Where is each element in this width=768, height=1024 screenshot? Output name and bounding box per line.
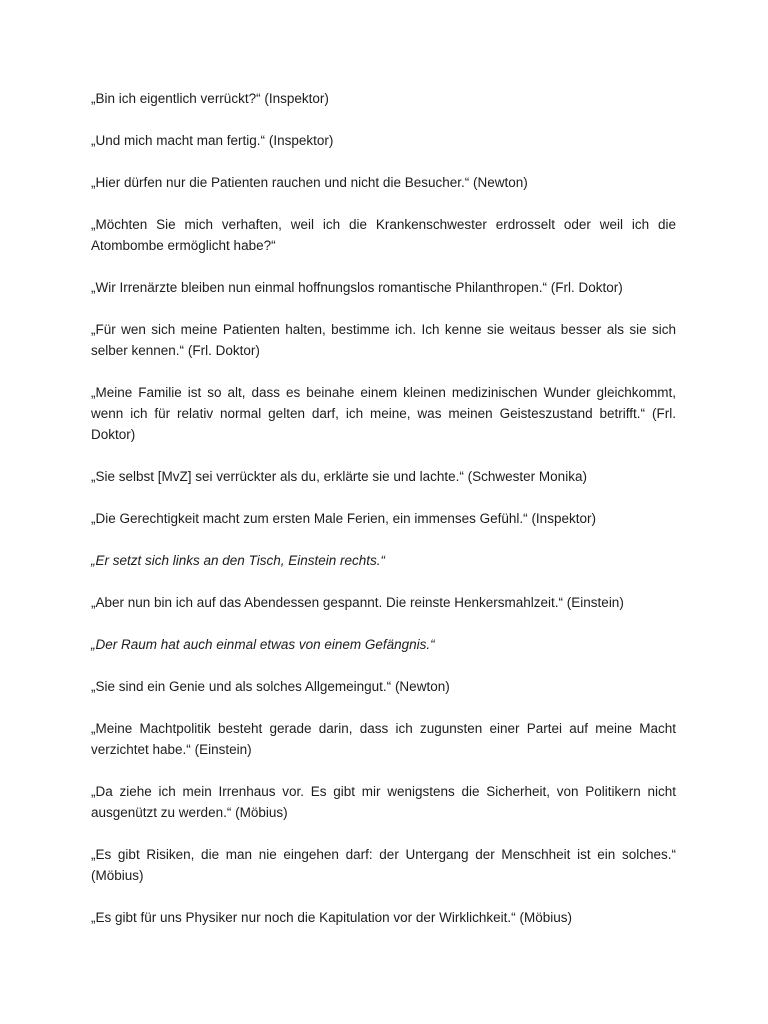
quote-text: „Aber nun bin ich auf das Abendessen gespannt. Die reinste Henkersmahlzeit.“ <box>91 595 564 610</box>
quote-text: „Hier dürfen nur die Patienten rauchen und nicht die Besucher.“ <box>91 175 470 190</box>
quote-paragraph <box>91 466 676 487</box>
quote-speaker: (Inspektor) <box>268 133 334 148</box>
quote-paragraph <box>91 214 676 256</box>
quote-speaker: (Frl. Doktor) <box>187 343 260 358</box>
quote-text: „Und mich macht man fertig.“ <box>91 133 266 148</box>
quote-text: „Der Raum hat auch einmal etwas von einem Gefängnis.“ <box>91 637 435 652</box>
quote-paragraph <box>91 676 676 697</box>
stage-direction <box>91 550 676 571</box>
quote-speaker: (Inspektor) <box>531 511 596 526</box>
quote-paragraph <box>91 844 676 886</box>
quote-text: „Sie sind ein Genie und als solches Allgemeingut.“ <box>91 679 392 694</box>
quote-paragraph <box>91 172 676 193</box>
quote-text: „Bin ich eigentlich verrückt?“ <box>91 91 261 106</box>
quote-paragraph <box>91 319 676 361</box>
quote-text: „Meine Familie ist so alt, dass es beinahe einem kleinen medizinischen Wunder gleichkommt, wenn ich für relativ normal gelten darf, ich meine, was meinen Geisteszustand betrifft.“ <box>91 385 676 421</box>
quote-text: „Es gibt für uns Physiker nur noch die Kapitulation vor der Wirklichkeit.“ <box>91 910 516 925</box>
quote-paragraph <box>91 88 676 109</box>
quote-paragraph <box>91 508 676 529</box>
quote-text: „Die Gerechtigkeit macht zum ersten Male Ferien, ein immenses Gefühl.“ <box>91 511 528 526</box>
quote-speaker: (Newton) <box>473 175 528 190</box>
quote-speaker: (Newton) <box>394 679 450 694</box>
quote-paragraph <box>91 592 676 613</box>
stage-direction <box>91 634 676 655</box>
quote-speaker: (Frl. Doktor) <box>550 280 623 295</box>
quote-speaker: (Möbius) <box>519 910 572 925</box>
quote-paragraph <box>91 130 676 151</box>
quote-speaker: (Einstein) <box>566 595 624 610</box>
quote-text: „Möchten Sie mich verhaften, weil ich die Krankenschwester erdrosselt oder weil ich die Atombombe ermöglicht habe?“ <box>91 217 676 253</box>
quote-paragraph <box>91 907 676 928</box>
quote-paragraph <box>91 781 676 823</box>
quote-speaker: (Inspektor) <box>264 91 329 106</box>
quote-paragraph <box>91 718 676 760</box>
quote-paragraph <box>91 277 676 298</box>
quote-speaker: (Frl. Doktor) <box>91 406 676 442</box>
quote-text: „Es gibt Risiken, die man nie eingehen darf: der Untergang der Menschheit ist ein solches.“ <box>91 847 676 862</box>
document-page <box>91 88 676 949</box>
quote-text: „Da ziehe ich mein Irrenhaus vor. Es gibt mir wenigstens die Sicherheit, von Politikern nicht ausgenützt zu werden.“ <box>91 784 676 820</box>
quote-text: „Für wen sich meine Patienten halten, bestimme ich. Ich kenne sie weitaus besser als sie sich selber kennen.“ <box>91 322 676 358</box>
quote-text: „Wir Irrenärzte bleiben nun einmal hoffnungslos romantische Philanthropen.“ <box>91 280 547 295</box>
quote-speaker: (Möbius) <box>235 805 288 820</box>
quote-speaker: (Schwester Monika) <box>467 469 587 484</box>
quote-speaker: (Einstein) <box>194 742 252 757</box>
quote-speaker: (Möbius) <box>91 868 144 883</box>
quote-text: „Meine Machtpolitik besteht gerade darin, dass ich zugunsten einer Partei auf meine Macht verzichtet habe.“ <box>91 721 676 757</box>
quote-paragraph <box>91 382 676 445</box>
quote-text: „Sie selbst [MvZ] sei verrückter als du, erklärte sie und lachte.“ <box>91 469 464 484</box>
quote-text: „Er setzt sich links an den Tisch, Einstein rechts.“ <box>91 553 385 568</box>
